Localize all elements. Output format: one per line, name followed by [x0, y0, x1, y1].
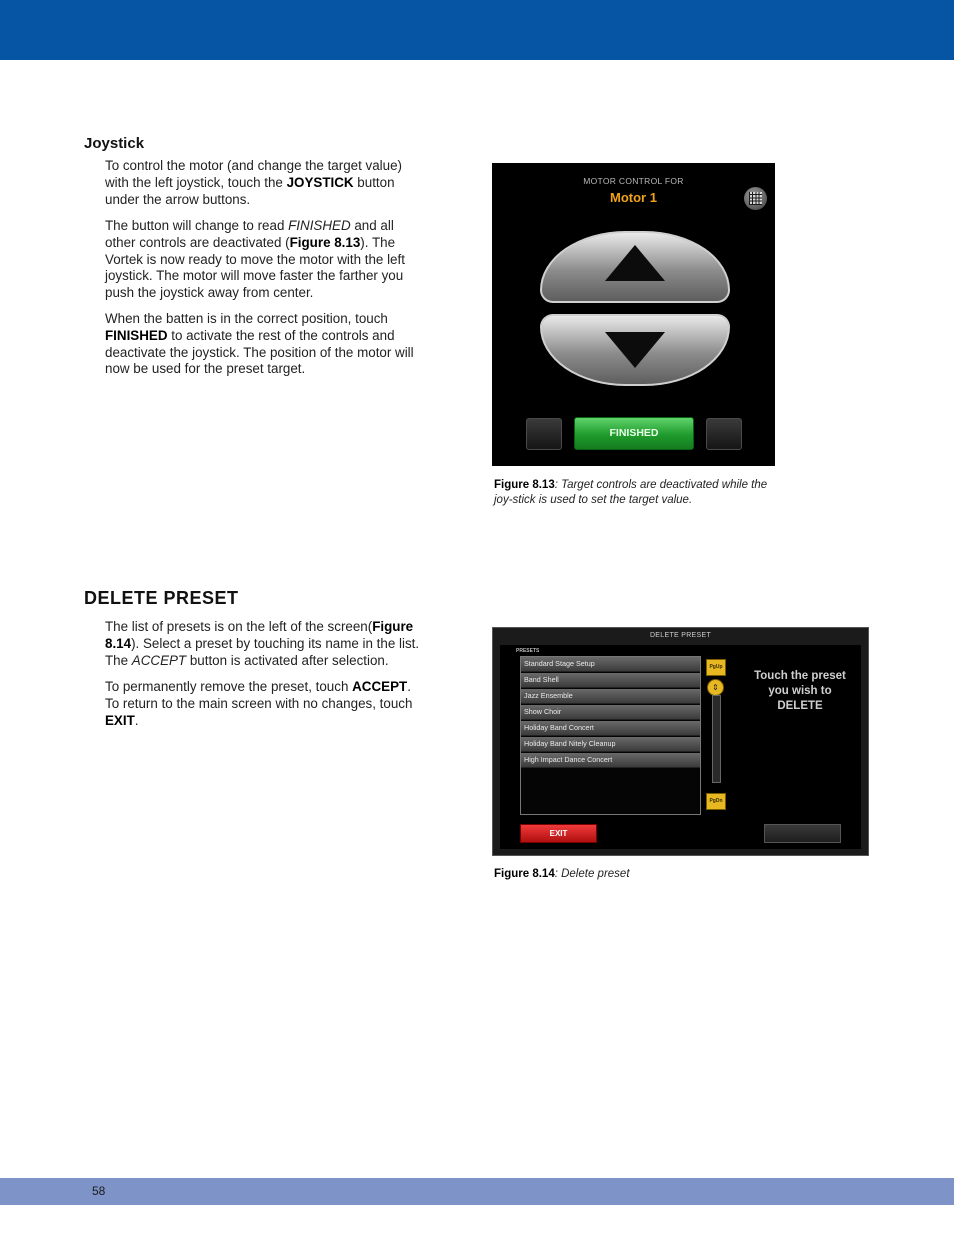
grid-icon[interactable] — [744, 187, 767, 210]
text-run: To permanently remove the preset, touch — [105, 679, 353, 694]
list-item[interactable]: Holiday Band Concert — [521, 721, 700, 736]
list-item[interactable]: High Impact Dance Concert — [521, 753, 700, 768]
down-arrow-button[interactable] — [540, 314, 730, 386]
scrollbar[interactable] — [712, 695, 721, 783]
figure-8-14-caption — [494, 867, 794, 882]
touch-instruction: Touch the preset you wish to DELETE — [754, 670, 846, 712]
motor-control-label: MOTOR CONTROL FOR — [583, 176, 684, 186]
footer-bar — [0, 1178, 954, 1205]
text-run: When the batten is in the correct position, touch — [105, 311, 388, 326]
list-item[interactable]: Show Choir — [521, 705, 700, 720]
delete-preset-paragraph-2 — [105, 679, 421, 729]
caption-label: Figure 8.14 — [494, 868, 555, 880]
text-run: and all other controls are deactivated ( — [105, 218, 394, 250]
list-item[interactable]: Jazz Ensemble — [521, 689, 700, 704]
finished-button[interactable]: FINISHED — [574, 417, 694, 450]
text-run: The list of presets is on the left of the screen( — [105, 619, 373, 634]
presets-label: PRESETS — [516, 648, 540, 654]
header-bar — [0, 0, 954, 60]
caption-label: Figure 8.13 — [494, 479, 555, 491]
text-run: . — [134, 712, 139, 728]
caption-text: : Target controls are deactivated while the joy-stick is used to set the target value. — [494, 479, 768, 506]
bold-text: EXIT — [105, 712, 135, 728]
exit-button[interactable]: EXIT — [520, 824, 597, 843]
up-down-arrows-icon: ⇕ — [707, 679, 724, 696]
list-item[interactable]: Band Shell — [521, 673, 700, 688]
joystick-paragraph-3 — [105, 311, 421, 378]
joystick-heading: Joystick — [84, 135, 145, 152]
list-item[interactable]: Holiday Band Nitely Cleanup — [521, 737, 700, 752]
text-run: To control the motor (and change the target value) with the left joystick, touch the — [105, 158, 402, 190]
bold-text: FINISHED — [105, 327, 168, 343]
text-run: . To return to the main screen with no changes, touch — [105, 679, 413, 711]
delete-preset-screen-title: DELETE PRESET — [649, 632, 712, 639]
list-item[interactable]: Standard Stage Setup — [521, 657, 700, 672]
figure-8-13-caption — [494, 478, 776, 508]
text-run: button is activated after selection. — [186, 652, 389, 668]
bold-text: Figure 8.13 — [289, 234, 361, 250]
up-arrow-button[interactable] — [540, 231, 730, 303]
text-run: The button will change to read — [105, 218, 289, 233]
joystick-paragraph-2 — [105, 218, 421, 302]
joystick-paragraph-1 — [105, 158, 421, 208]
bold-text: JOYSTICK — [286, 174, 354, 190]
delete-preset-paragraph-1 — [105, 619, 421, 669]
delete-preset-heading: DELETE PRESET — [84, 588, 239, 608]
text-run: to activate the rest of the controls and deactivate the joystick. The position of the motor will now be used for the preset target. — [105, 327, 414, 377]
right-disabled-button[interactable] — [706, 418, 742, 450]
preset-list — [520, 656, 701, 815]
bold-text: ACCEPT — [352, 679, 408, 694]
figure-8-13-screenshot — [492, 163, 775, 466]
bold-text: Figure 8.14 — [105, 619, 414, 651]
accept-button[interactable] — [764, 824, 841, 843]
italic-text: FINISHED — [288, 218, 351, 233]
page-down-button[interactable]: PgDn — [706, 793, 726, 810]
page-up-button[interactable]: PgUp — [706, 659, 726, 676]
italic-text: ACCEPT — [131, 652, 187, 668]
triangle-down-icon — [605, 332, 665, 368]
text-run: button under the arrow buttons. — [105, 174, 395, 207]
motor-title: Motor 1 — [610, 190, 657, 205]
page-number: 58 — [92, 1184, 106, 1198]
figure-8-14-screenshot — [492, 627, 869, 856]
text-run: ). The Vortek is now ready to move the motor with the left joystick. The motor will move faster the farther you push the joystick away from center. — [105, 234, 405, 301]
text-run: ). Select a preset by touching its name in the list. The — [105, 635, 420, 668]
triangle-up-icon — [605, 245, 665, 281]
caption-text: : Delete preset — [554, 868, 630, 880]
left-disabled-button[interactable] — [526, 418, 562, 450]
